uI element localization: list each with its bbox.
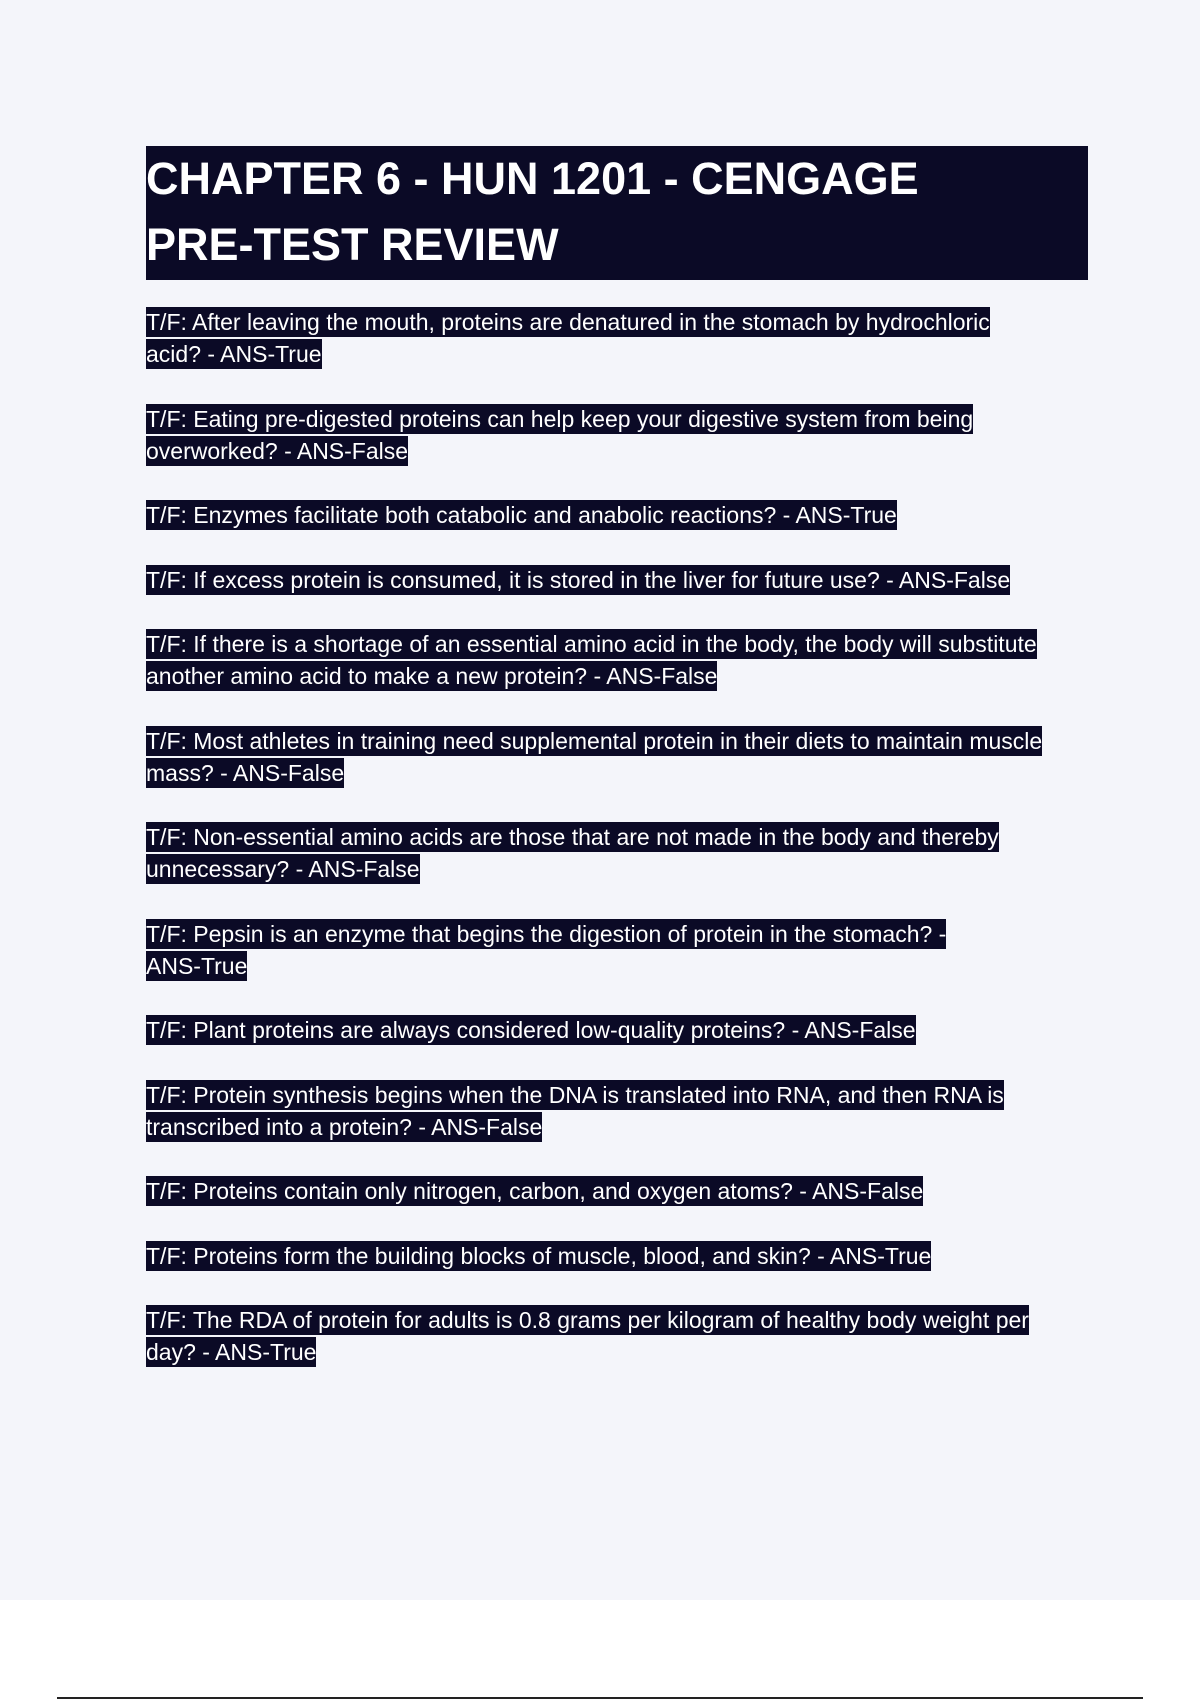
question-line: T/F: Plant proteins are always considered low-quality proteins? - ANS-False [146, 1017, 916, 1044]
question-line: mass? - ANS-False [146, 759, 345, 786]
question-line: T/F: Most athletes in training need supplemental protein in their diets to maintain muscle [146, 727, 1043, 754]
question-line: T/F: If there is a shortage of an essential amino acid in the body, the body will substitute [146, 630, 1037, 657]
question-line: T/F: Enzymes facilitate both catabolic and anabolic reactions? - ANS-True [146, 502, 897, 529]
question-line: T/F: Proteins form the building blocks of muscle, blood, and skin? - ANS-True [146, 1242, 932, 1269]
question-line: T/F: Non-essential amino acids are those that are not made in the body and thereby [146, 824, 999, 851]
question-item [146, 725, 1088, 789]
question-item [146, 403, 1088, 467]
question-item [146, 1079, 1088, 1143]
question-line: day? - ANS-True [146, 1339, 317, 1366]
question-line: another amino acid to make a new protein? - ANS-False [146, 663, 718, 690]
title-line-1: CHAPTER 6 - HUN 1201 - CENGAGE [146, 153, 919, 204]
question-item [146, 918, 1088, 982]
footer-divider [57, 1697, 1143, 1699]
title-line-2: PRE-TEST REVIEW [146, 219, 559, 270]
question-line: unnecessary? - ANS-False [146, 856, 420, 883]
question-line: ANS-True [146, 952, 248, 979]
question-item [146, 1014, 1088, 1046]
question-item [146, 564, 1088, 596]
question-item [146, 821, 1088, 885]
question-item [146, 1175, 1088, 1207]
question-line: T/F: After leaving the mouth, proteins are denatured in the stomach by hydrochloric [146, 309, 990, 335]
page-title [146, 146, 1088, 280]
question-line: overworked? - ANS-False [146, 437, 409, 464]
question-line: T/F: If excess protein is consumed, it is stored in the liver for future use? - ANS-False [146, 566, 1011, 593]
question-line: T/F: Protein synthesis begins when the DNA is translated into RNA, and then RNA is [146, 1081, 1004, 1108]
question-line: transcribed into a protein? - ANS-False [146, 1113, 543, 1140]
question-item [146, 306, 1088, 370]
question-line: T/F: Proteins contain only nitrogen, carbon, and oxygen atoms? - ANS-False [146, 1178, 924, 1205]
question-line: T/F: Pepsin is an enzyme that begins the digestion of protein in the stomach? - [146, 920, 947, 947]
question-item [146, 1240, 1088, 1272]
question-item [146, 628, 1088, 692]
question-list [146, 306, 1088, 1369]
question-line: T/F: The RDA of protein for adults is 0.8 grams per kilogram of healthy body weight per [146, 1307, 1029, 1334]
question-line: T/F: Eating pre-digested proteins can help keep your digestive system from being [146, 405, 974, 432]
question-line: acid? - ANS-True [146, 341, 322, 368]
question-item [146, 499, 1088, 531]
question-item [146, 1304, 1088, 1368]
